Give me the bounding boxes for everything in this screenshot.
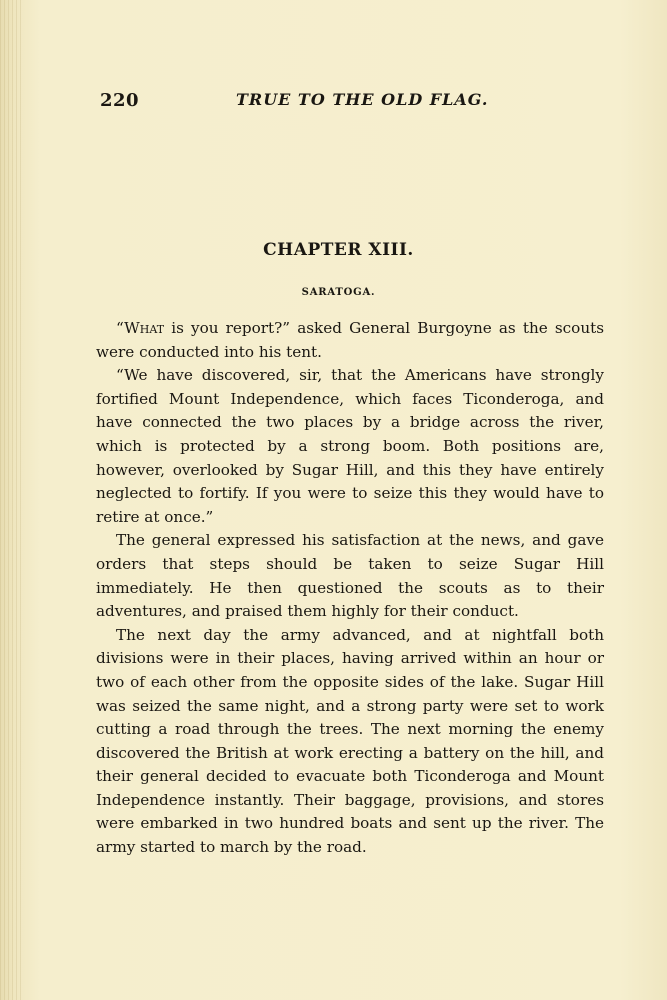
paragraph bbox=[96, 364, 604, 529]
paragraph-text: The next day the army advanced, and at nightfall both divisions were in their places, having arrived within an hour or two of each other from the opposite sides of the lake. Sugar Hill was seized the same night, and a strong party were set to work cutting a road through the trees. The next morning the enemy discovered the British at work erecting a battery on the hill, and their general decided to evacuate both Ticonderoga and Mount Independence instantly. Their baggage, provisions, and stores were embarked in two hundred boats and sent up the river. The army started to march by the road. bbox=[96, 625, 604, 857]
body-text bbox=[96, 317, 604, 860]
chapter-title: CHAPTER XIII. bbox=[263, 240, 414, 260]
paragraph bbox=[96, 317, 604, 364]
running-head bbox=[100, 90, 605, 114]
paragraph-lead: “What bbox=[116, 319, 165, 337]
paragraph-text: is you report?” asked General Burgoyne as the scouts were conducted into his tent. bbox=[96, 319, 604, 361]
paragraph bbox=[96, 624, 604, 860]
page-gutter bbox=[0, 0, 22, 1000]
paragraph bbox=[96, 529, 604, 623]
page-number: 220 bbox=[100, 90, 140, 111]
paragraph-text: “We have discovered, sir, that the Americans have strongly fortified Mount Independence, which faces Ticonderoga, and have connected the two places by a bridge across the river, which is protected by a strong boom. Both positions are, however, overlooked by Sugar Hill, and this they have entirely neglected to fortify. If you were to seize this they would have to retire at once.” bbox=[96, 366, 604, 526]
paragraph-text: The general expressed his satisfaction at the news, and gave orders that steps should be taken to seize Sugar Hill immediately. He then questioned the scouts as to their adventures, and praised them highly for their conduct. bbox=[96, 531, 604, 621]
running-title: TRUE TO THE OLD FLAG. bbox=[236, 90, 489, 109]
chapter-subtitle: SARATOGA. bbox=[301, 287, 376, 298]
